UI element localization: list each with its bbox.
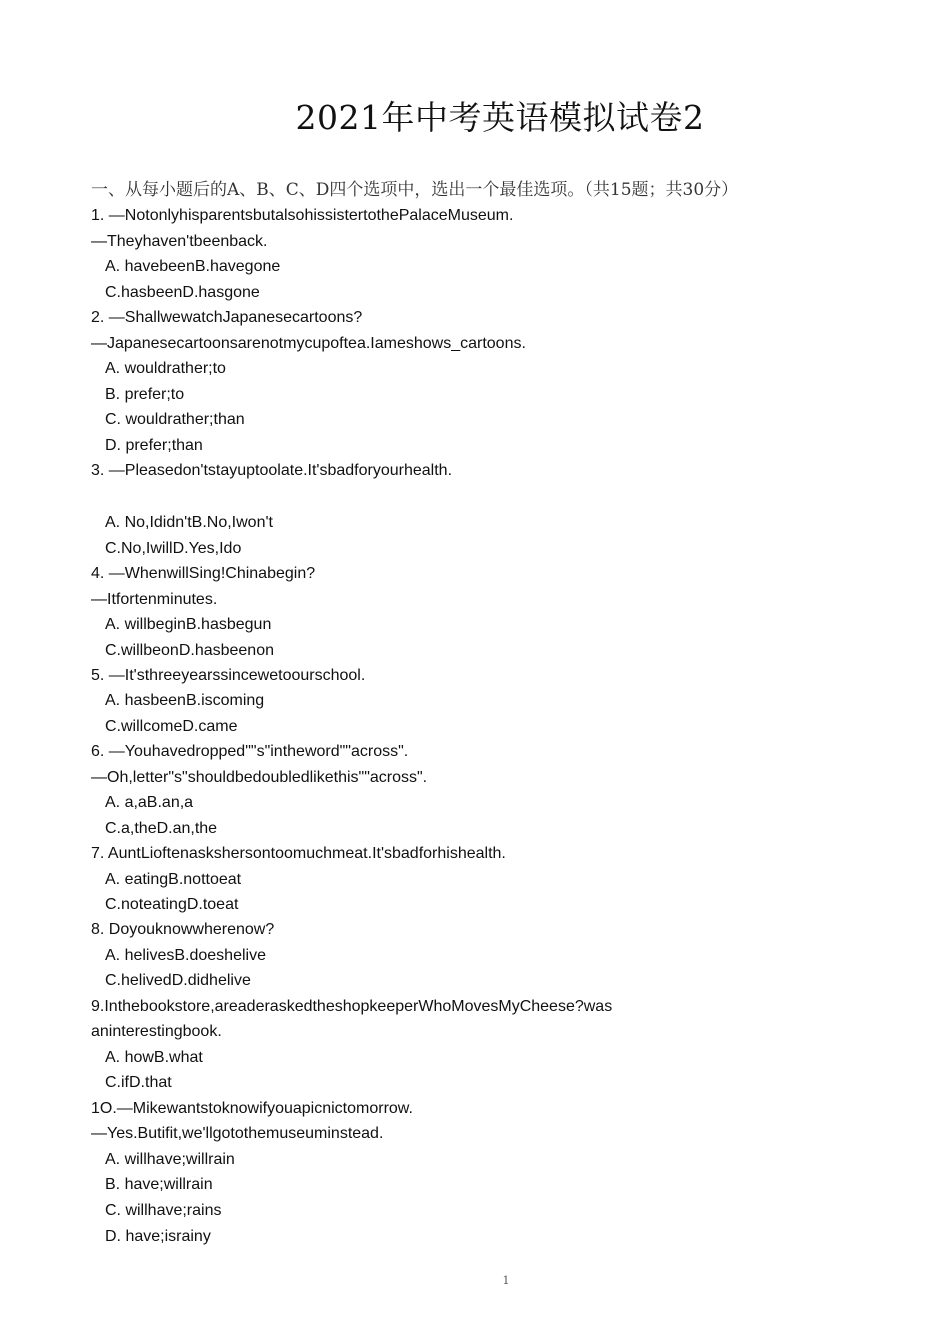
question-7-options-cd: C.noteatingD.toeat [105,896,239,913]
question-8-options-ab: A. helivesB.doeshelive [105,947,266,964]
question-8-options-cd: C.helivedD.didhelive [105,972,251,989]
question-2-option-c: C. wouldrather;than [105,411,245,428]
page-title: 2021年中考英语模拟试卷2 [295,98,705,137]
question-6-line-2: —Oh,letter"s"shouldbedoubledlikethis""across". [91,769,428,786]
question-10-option-c: C. willhave;rains [105,1202,222,1219]
question-10-line-1: 1O.—Mikewantstoknowifyouapicnictomorrow. [91,1100,413,1117]
question-10-option-d: D. have;israiny [105,1228,211,1245]
question-2-line-2: —Japanesecartoonsarenotmycupoftea.Iameshows_cartoons. [91,335,526,352]
question-10-option-b: B. have;willrain [105,1176,213,1193]
question-1-line-1: 1. —NotonlyhisparentsbutalsohissistertothePalaceMuseum. [91,207,514,224]
question-2-option-a: A. wouldrather;to [105,360,226,377]
question-6-line-1: 6. —Youhavedropped""s"intheword""across". [91,743,409,760]
question-1-line-2: —Theyhaven'tbeenback. [91,233,268,250]
question-4-line-1: 4. —WhenwillSing!Chinabegin? [91,565,316,582]
question-3-options-ab: A. No,Ididn'tB.No,Iwon't [105,514,273,531]
question-5-options-ab: A. hasbeenB.iscoming [105,692,265,709]
question-1-options-ab: A. havebeenB.havegone [105,258,281,275]
question-1-options-cd: C.hasbeenD.hasgone [105,284,260,301]
question-10-option-a: A. willhave;willrain [105,1151,235,1168]
question-4-options-cd: C.willbeonD.hasbeenon [105,642,274,659]
question-2-option-d: D. prefer;than [105,437,203,454]
question-3-options-cd: C.No,IwillD.Yes,Ido [105,540,242,557]
question-8-line-1: 8. Doyouknowwherenow? [91,921,275,938]
question-6-options-cd: C.a,theD.an,the [105,820,218,837]
question-5-line-1: 5. —It'sthreeyearssincewetoourschool. [91,667,366,684]
question-4-options-ab: A. willbeginB.hasbegun [105,616,272,633]
question-2-line-1: 2. —ShallwewatchJapanesecartoons? [91,309,363,326]
question-7-options-ab: A. eatingB.nottoeat [105,871,242,888]
question-9-options-cd: C.ifD.that [105,1074,172,1091]
section-heading: 一、从每小题后的A、B、C、D四个选项中，选出一个最佳选项。（共15题；共30分） [91,180,739,200]
question-9-line-2: aninterestingbook. [91,1023,222,1040]
question-9-options-ab: A. howB.what [105,1049,203,1066]
question-3-line-1: 3. —Pleasedon'tstayuptoolate.It'sbadforyourhealth. [91,462,453,479]
page-number: 1 [502,1274,510,1287]
question-4-line-2: —Itfortenminutes. [91,591,218,608]
question-10-line-2: —Yes.Butifit,we'llgotothemuseuminstead. [91,1125,384,1142]
question-6-options-ab: A. a,aB.an,a [105,794,194,811]
question-5-options-cd: C.willcomeD.came [105,718,238,735]
question-7-line-1: 7. AuntLioftenaskshersontoomuchmeat.It'sbadforhishealth. [91,845,506,862]
question-2-option-b: B. prefer;to [105,386,185,403]
question-9-line-1: 9.Inthebookstore,areaderaskedtheshopkeeperWhoMovesMyCheese?was [91,998,613,1015]
